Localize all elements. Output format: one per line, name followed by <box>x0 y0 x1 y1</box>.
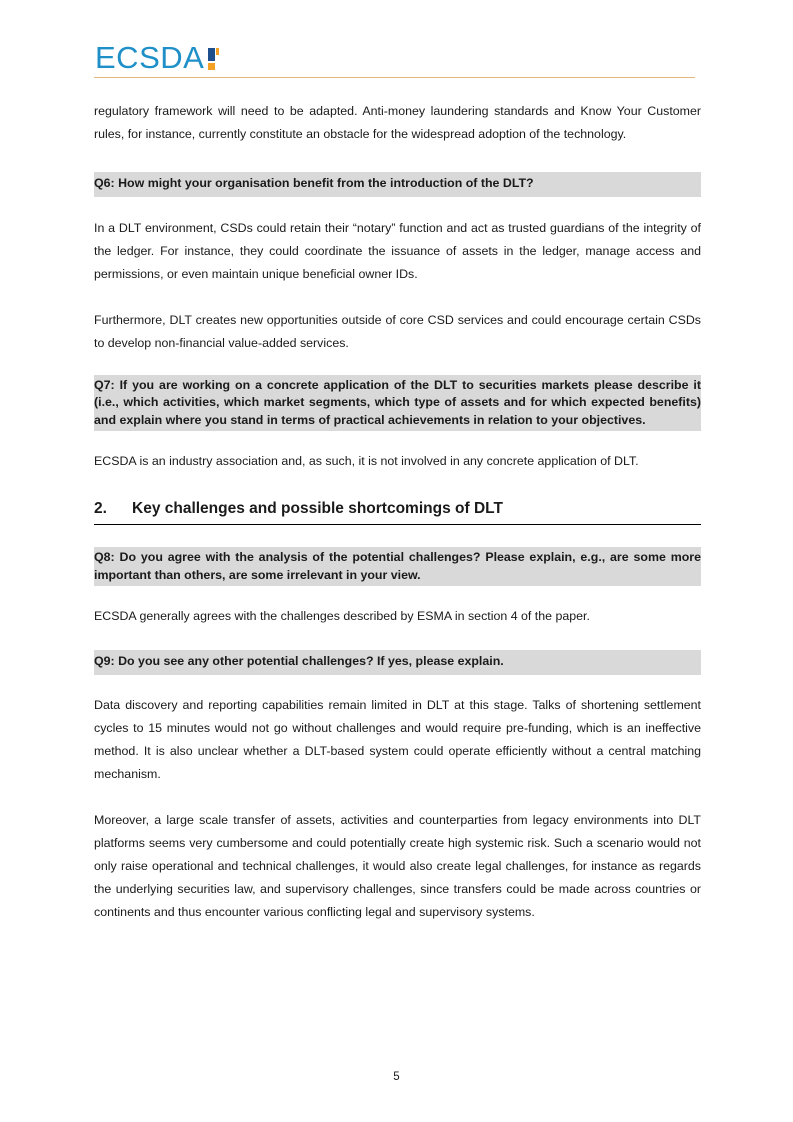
section-title: Key challenges and possible shortcomings of DLT <box>132 500 503 517</box>
logo-square-orange <box>208 63 215 70</box>
page-number: 5 <box>393 1071 400 1083</box>
intro-paragraph: regulatory framework will need to be adapted. Anti-money laundering standards and Know Your Customer rules, for instance, currently constitute an obstacle for the widespread adoption of the technology. <box>94 104 701 141</box>
ecsda-logo <box>95 42 222 74</box>
header-rule <box>94 77 695 78</box>
question-q6: Q6: How might your organisation benefit from the introduction of the DLT? <box>94 172 701 197</box>
q9-answer-paragraph-2: Moreover, a large scale transfer of assets, activities and counterparties from legacy environments into DLT platforms seems very cumbersome and could potentially create high systemic risk. Such a scenario would not only raise operational and technical challenges, it would also create legal challenges, for instance as regards the underlying securities law, and supervisory challenges, since transfers could be made across countries or continents and thus encounter various conflicting legal and supervisory systems. <box>94 812 701 919</box>
logo-mark-icon <box>208 48 222 70</box>
logo-square-orange-small <box>216 48 219 55</box>
q9-answer-paragraph-1: Data discovery and reporting capabilities remain limited in DLT at this stage. Talks of shortening settlement cycles to 15 minutes would not go without challenges and would require pre-funding, which is an ineffective method. It is also unclear whether a DLT-based system could operate efficiently without a central matching mechanism. <box>94 697 701 781</box>
q6-answer-paragraph-2: Furthermore, DLT creates new opportunities outside of core CSD services and could encourage certain CSDs to develop non-financial value-added services. <box>94 312 701 350</box>
q8-answer-paragraph: ECSDA generally agrees with the challenges described by ESMA in section 4 of the paper. <box>94 609 590 623</box>
question-q9: Q9: Do you see any other potential challenges? If yes, please explain. <box>94 650 701 675</box>
q7-answer-paragraph: ECSDA is an industry association and, as such, it is not involved in any concrete application of DLT. <box>94 454 639 468</box>
logo-text: ECSDA <box>95 40 205 75</box>
section-heading <box>94 500 701 525</box>
q6-answer-paragraph-1: In a DLT environment, CSDs could retain their “notary” function and act as trusted guardians of the integrity of the ledger. For instance, they could coordinate the issuance of assets in the ledger, manage access and permissions, or even maintain unique beneficial owner IDs. <box>94 220 701 281</box>
question-q8: Q8: Do you agree with the analysis of the potential challenges? Please explain, e.g., are some more important than others, are some irrelevant in your view. <box>94 547 701 586</box>
question-q7: Q7: If you are working on a concrete application of the DLT to securities markets please describe it (i.e., which activities, which market segments, which type of assets and for which expected benefits) and explain where you stand in terms of practical achievements in relation to your objectives. <box>94 375 701 432</box>
section-number: 2. <box>94 500 107 517</box>
page-content <box>94 100 701 924</box>
logo-square-dark <box>208 48 215 61</box>
